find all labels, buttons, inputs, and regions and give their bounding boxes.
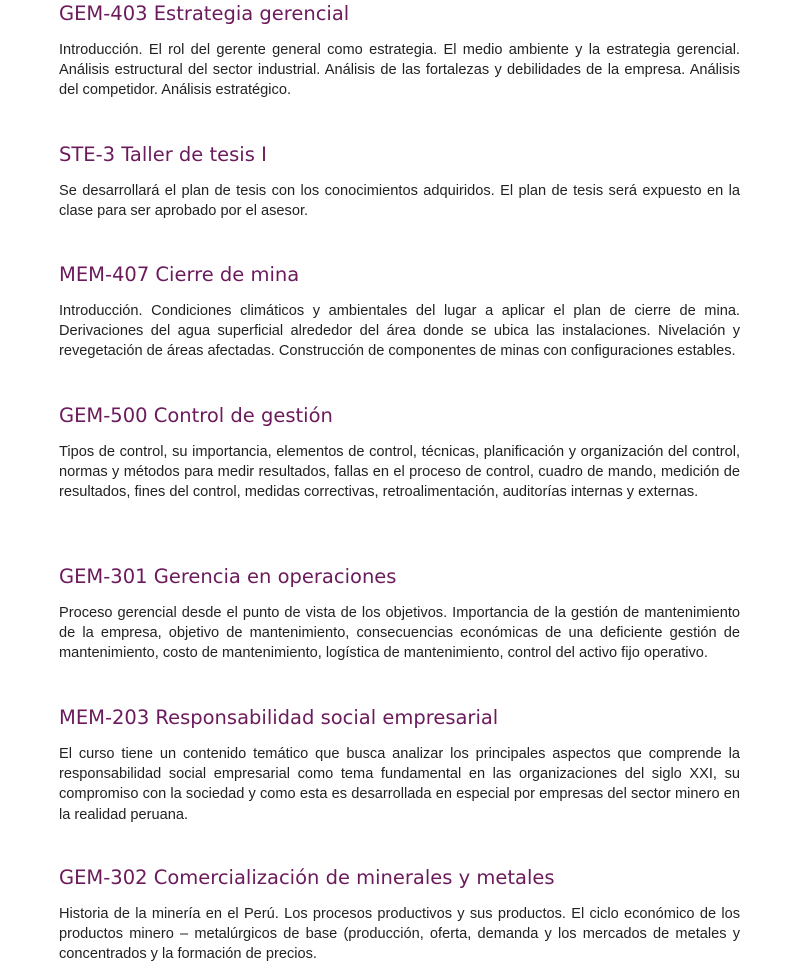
course-description: Se desarrollará el plan de tesis con los conocimientos adquiridos. El plan de tesis será expuesto en la clase para ser aprobado por el asesor.	[59, 183, 740, 220]
course-section-gem-302	[59, 865, 740, 965]
course-description: Introducción. El rol del gerente general como estrategia. El medio ambiente y la estrategia gerencial. Análisis estructural del sector industrial. Análisis de las fortalezas y debilidades de la empresa. Análisis del competidor. Análisis estratégico.	[59, 42, 740, 99]
course-title: MEM-203 Responsabilidad social empresarial	[59, 706, 499, 729]
course-section-gem-500	[59, 403, 740, 503]
course-section-gem-403	[59, 1, 740, 101]
course-section-ste-3	[59, 142, 740, 221]
course-description: Tipos de control, su importancia, elementos de control, técnicas, planificación y organización del control, normas y métodos para medir resultados, fallas en el proceso de control, cuadro de mando, medición de resultados, fines del control, medidas correctivas, retroalimentación, auditorías internas y externas.	[59, 444, 740, 501]
course-section-mem-203	[59, 705, 740, 825]
course-title: GEM-500 Control de gestión	[59, 404, 333, 427]
course-description: Proceso gerencial desde el punto de vista de los objetivos. Importancia de la gestión de mantenimiento de la empresa, objetivo de mantenimiento, consecuencias económicas de una deficiente gestión de mantenimiento, costo de mantenimiento, logística de mantenimiento, control del activo fijo operativo.	[59, 605, 740, 662]
course-description: Historia de la minería en el Perú. Los procesos productivos y sus productos. El ciclo económico de los productos minero – metalúrgicos de base (producción, oferta, demanda y los mercados de metales y concentrados y la formación de precios.	[59, 906, 740, 963]
course-title: GEM-302 Comercialización de minerales y metales	[59, 866, 555, 889]
course-section-mem-407	[59, 262, 740, 362]
course-title: GEM-301 Gerencia en operaciones	[59, 565, 397, 588]
course-title: GEM-403 Estrategia gerencial	[59, 2, 350, 25]
course-description: El curso tiene un contenido temático que busca analizar los principales aspectos que comprende la responsabilidad social empresarial como tema fundamental en las organizaciones del siglo XXI, su compromiso con la sociedad y como esta es desarrollada en especial por empresas del sector minero en la realidad peruana.	[59, 746, 740, 823]
course-section-gem-301	[59, 564, 740, 664]
course-title: STE-3 Taller de tesis I	[59, 143, 267, 166]
course-title: MEM-407 Cierre de mina	[59, 263, 300, 286]
course-description: Introducción. Condiciones climáticos y ambientales del lugar a aplicar el plan de cierre de mina. Derivaciones del agua superficial alrededor del área donde se ubica las instalaciones. Nivelación y revegetación de áreas afectadas. Construcción de componentes de minas con configuraciones estables.	[59, 303, 740, 360]
